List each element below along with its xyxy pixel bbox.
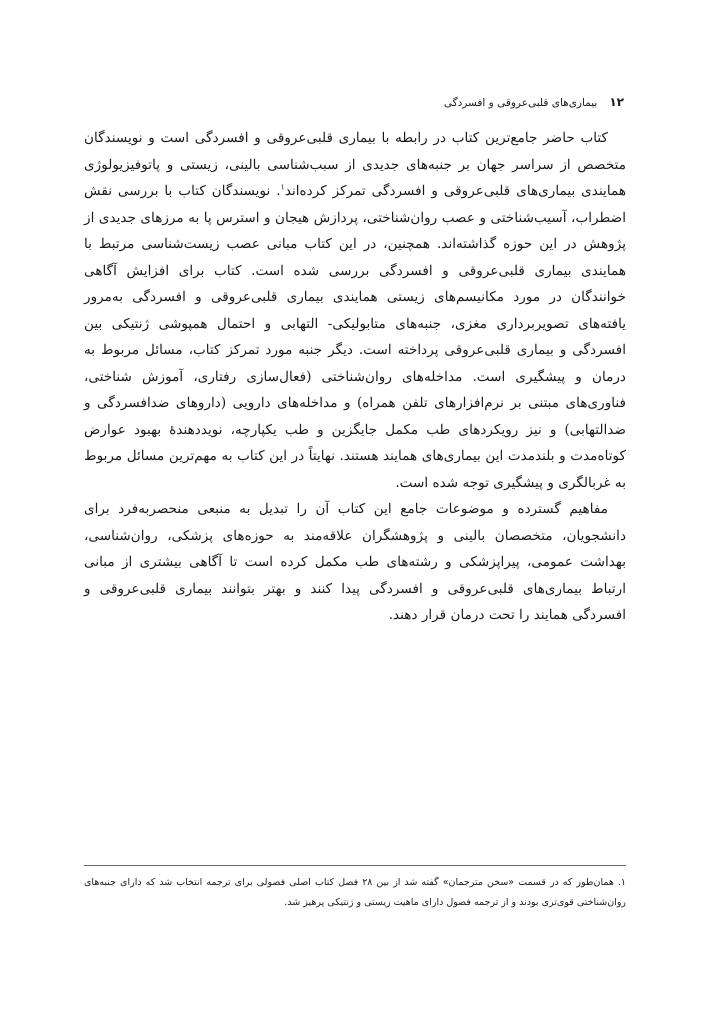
body-text [84, 125, 626, 629]
paragraph-1 [84, 125, 626, 496]
page-number: ۱۲ [609, 95, 624, 109]
running-head [444, 95, 624, 109]
footnote-marker: ۱ [280, 182, 285, 192]
footnote-divider [84, 865, 626, 866]
paragraph-2: مفاهیم گسترده و موضوعات جامع این کتاب آن را تبدیل به منبعی منحصربه‌فرد برای دانشجویان، متخصصان بالینی و پژوهشگران علاقه‌مند به حوزه‌های پزشکی، روان‌شناسی، بهداشت عمومی، پیراپزشکی و رشته‌های طب مکمل کرده است تا آگاهی بیشتری از مبانی ارتباط بیماری‌های قلبی‌عروقی و افسردگی پیدا کنند و بهتر بتوانند بیماری قلبی‌عروقی و افسردگی همایند را تحت درمان قرار دهند. [84, 501, 626, 623]
running-title: بیماری‌های قلبی‌عروقی و افسردگی [443, 97, 598, 109]
footnote: ۱. همان‌طور که در قسمت «سخن مترجمان» گفته شد از بین ۲۸ فصل کتاب اصلی فصولی برای ترجمه انتخاب شد که دارای جنبه‌های روان‌شناختی قوی‌تری بودند و از ترجمه فصول دارای ماهیت زیستی و ژنتیکی پرهیز شد. [84, 877, 626, 908]
paragraph-1-part-b: . نویسندگان کتاب با بررسی نقش اضطراب، آسیب‌شناختی و عصب روان‌شناختی، پردازش هیجان و استرس پا به مرزهای جدیدی از پژوهش در این حوزه گذاشته‌اند. همچنین، در این کتاب مبانی عصب زیست‌شناسی مرتبط با همایندی بیماری قلبی‌عروقی و افسردگی بررسی شده است. کتاب برای افزایش آگاهی خوانندگان در مورد مکانیسم‌های زیستی همایندی بیماری قلبی‌عروقی و افسردگی به‌مرور یافته‌های تصویربرداری مغزی، جنبه‌های متابولیکی- التهابی و احتمال همپوشی ژنتیکی بین افسردگی و بیماری قلبی‌عروقی پرداخته است. دیگر جنبه مورد تمرکز کتاب، مسائل مربوط به درمان و پیشگیری است. مداخله‌های روان‌شناختی (فعال‌سازی رفتاری، آموزش شناختی، فناوری‌های مبتنی بر نرم‌افزارهای تلفن همراه) و مداخله‌های دارویی (داروهای ضدافسردگی و ضدالتهابی) و نیز رویکردهای طب مکمل جایگزین و طب یکپارچه، نویددهندهٔ بهبود عوارض کوتاه‌مدت و بلندمدت این بیماری‌های همایند هستند. نهایتاً در این کتاب به مهم‌ترین مسائل مربوط به غربالگری و پیشگیری توجه شده است. [84, 183, 626, 491]
paragraph-1-part-a: کتاب حاضر جامع‌ترین کتاب در رابطه با بیماری قلبی‌عروقی و افسردگی است و نویسندگان متخصص از سراسر جهان بر جنبه‌های جدیدی از سبب‌شناسی بالینی، زیستی و پاتوفیزیولوژی همایندی بیماری‌های قلبی‌عروقی و افسردگی تمرکز کرده‌اند [84, 130, 626, 199]
